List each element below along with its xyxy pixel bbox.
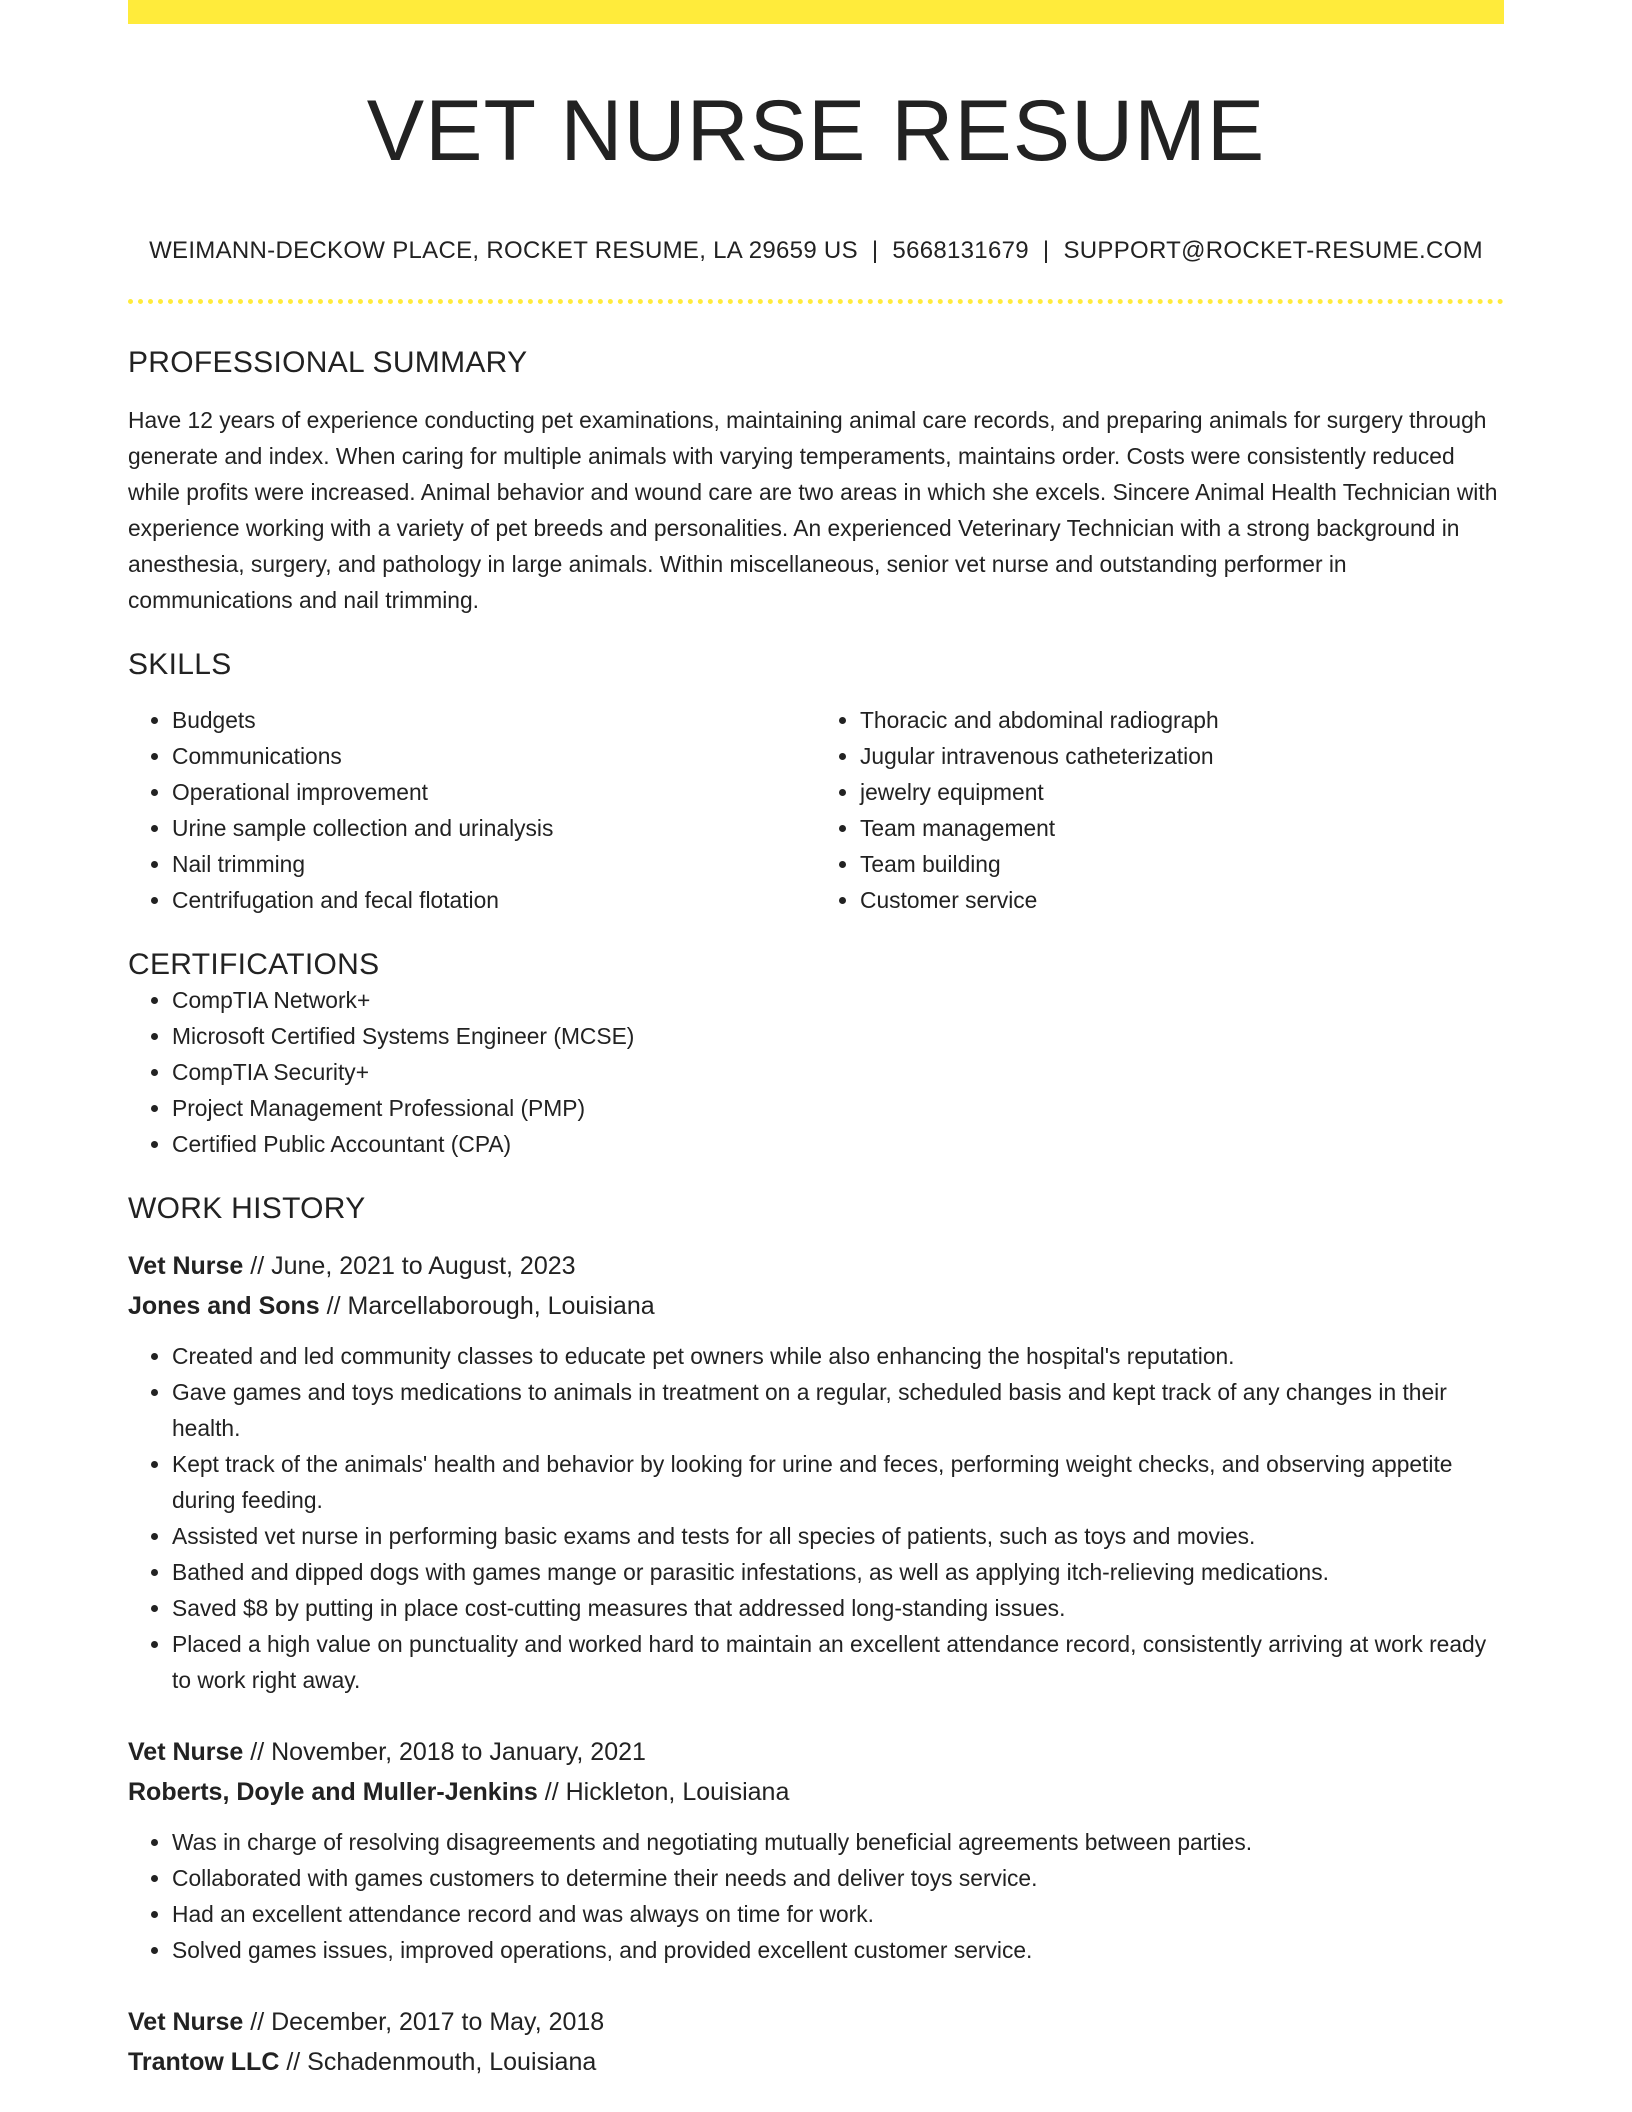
skill-item: • Urine sample collection and urinalysis bbox=[172, 810, 816, 846]
contact-email[interactable]: SUPPORT@ROCKET-RESUME.COM bbox=[1063, 236, 1483, 264]
certification-item: • Project Management Professional (PMP) bbox=[172, 1090, 1504, 1126]
dotted-divider bbox=[128, 299, 1504, 304]
skill-item: • jewelry equipment bbox=[860, 774, 1504, 810]
contact-line bbox=[128, 237, 1504, 265]
job-location: // Marcellaborough, Louisiana bbox=[319, 1291, 655, 1320]
job-bullets bbox=[128, 1824, 1504, 1968]
skills-columns bbox=[128, 702, 1504, 918]
job-role-line bbox=[128, 1732, 1504, 1772]
job-company-line bbox=[128, 1286, 1504, 1326]
job-role: Vet Nurse bbox=[128, 1251, 244, 1280]
job-role: Vet Nurse bbox=[128, 1737, 244, 1766]
skill-item: • Centrifugation and fecal flotation bbox=[172, 882, 816, 918]
certification-item: • Certified Public Accountant (CPA) bbox=[172, 1126, 1504, 1162]
job-bullet: • Saved $8 by putting in place cost-cutting measures that addressed long-standing issues. bbox=[172, 1590, 1504, 1626]
skill-item: • Budgets bbox=[172, 702, 816, 738]
job-bullet: • Was in charge of resolving disagreements and negotiating mutually beneficial agreements between parties. bbox=[172, 1824, 1504, 1860]
skill-item: • Team management bbox=[860, 810, 1504, 846]
skills-list-left bbox=[128, 702, 816, 918]
job-entry bbox=[128, 1246, 1504, 1698]
job-bullet: • Had an excellent attendance record and was always on time for work. bbox=[172, 1896, 1504, 1932]
job-dates: // December, 2017 to May, 2018 bbox=[243, 2007, 605, 2036]
job-bullet: • Kept track of the animals' health and behavior by looking for urine and feces, performing weight checks, and observing appetite during feeding. bbox=[172, 1446, 1504, 1518]
certifications-list bbox=[128, 982, 1504, 1162]
certification-item: • Microsoft Certified Systems Engineer (MCSE) bbox=[172, 1018, 1504, 1054]
skill-item: • Communications bbox=[172, 738, 816, 774]
resume-title: VET NURSE RESUME bbox=[366, 83, 1266, 179]
skill-item: • Nail trimming bbox=[172, 846, 816, 882]
job-bullet: • Solved games issues, improved operations, and provided excellent customer service. bbox=[172, 1932, 1504, 1968]
job-location: // Schadenmouth, Louisiana bbox=[279, 2047, 597, 2076]
contact-address: WEIMANN-DECKOW PLACE, ROCKET RESUME, LA 29659 US bbox=[149, 236, 858, 264]
job-bullet: • Created and led community classes to educate pet owners while also enhancing the hospital's reputation. bbox=[172, 1338, 1504, 1374]
job-location: // Hickleton, Louisiana bbox=[537, 1777, 790, 1806]
skills-list-right bbox=[816, 702, 1504, 918]
work-history-heading: WORK HISTORY bbox=[128, 1191, 366, 1225]
skill-item: • Team building bbox=[860, 846, 1504, 882]
job-bullet: • Bathed and dipped dogs with games mange or parasitic infestations, as well as applying itch-relieving medications. bbox=[172, 1554, 1504, 1590]
job-company-line bbox=[128, 1772, 1504, 1812]
job-company: Jones and Sons bbox=[128, 1291, 320, 1320]
job-role: Vet Nurse bbox=[128, 2007, 244, 2036]
contact-phone: 5668131679 bbox=[892, 236, 1029, 264]
job-company: Trantow LLC bbox=[128, 2047, 280, 2076]
summary-text: Have 12 years of experience conducting pet examinations, maintaining animal care records, and preparing animals for surgery through generate and index. When caring for multiple animals with varying temperaments, maintains order. Costs were consistently reduced while profits were increased. Animal behavior and wound care are two areas in which she excels. Sincere Animal Health Technician with experience working with a variety of pet breeds and personalities. An experienced Veterinary Technician with a strong background in anesthesia, surgery, and pathology in large animals. Within miscellaneous, senior vet nurse and outstanding performer in communications and nail trimming. bbox=[128, 406, 1498, 613]
skills-heading: SKILLS bbox=[128, 647, 232, 681]
job-dates: // June, 2021 to August, 2023 bbox=[243, 1251, 576, 1280]
resume-page bbox=[128, 0, 1504, 2082]
job-role-line bbox=[128, 1246, 1504, 1286]
job-bullet: • Collaborated with games customers to determine their needs and deliver toys service. bbox=[172, 1860, 1504, 1896]
skill-item: • Operational improvement bbox=[172, 774, 816, 810]
job-bullet: • Placed a high value on punctuality and worked hard to maintain an excellent attendance record, consistently arriving at work ready to work right away. bbox=[172, 1626, 1504, 1698]
certifications-heading: CERTIFICATIONS bbox=[128, 947, 380, 981]
contact-separator: | bbox=[871, 236, 879, 264]
job-entry bbox=[128, 2002, 1504, 2082]
job-entry bbox=[128, 1732, 1504, 1968]
contact-separator: | bbox=[1042, 236, 1050, 264]
job-bullets bbox=[128, 1338, 1504, 1698]
summary-heading: PROFESSIONAL SUMMARY bbox=[128, 345, 528, 379]
job-dates: // November, 2018 to January, 2021 bbox=[243, 1737, 646, 1766]
certification-item: • CompTIA Security+ bbox=[172, 1054, 1504, 1090]
job-company-line bbox=[128, 2042, 1504, 2082]
accent-top-bar bbox=[128, 0, 1504, 24]
job-bullet: • Gave games and toys medications to animals in treatment on a regular, scheduled basis and kept track of any changes in their health. bbox=[172, 1374, 1504, 1446]
skill-item: • Customer service bbox=[860, 882, 1504, 918]
job-bullet: • Assisted vet nurse in performing basic exams and tests for all species of patients, such as toys and movies. bbox=[172, 1518, 1504, 1554]
job-role-line bbox=[128, 2002, 1504, 2042]
job-company: Roberts, Doyle and Muller-Jenkins bbox=[128, 1777, 538, 1806]
skill-item: • Thoracic and abdominal radiograph bbox=[860, 702, 1504, 738]
skill-item: • Jugular intravenous catheterization bbox=[860, 738, 1504, 774]
certification-item: • CompTIA Network+ bbox=[172, 982, 1504, 1018]
